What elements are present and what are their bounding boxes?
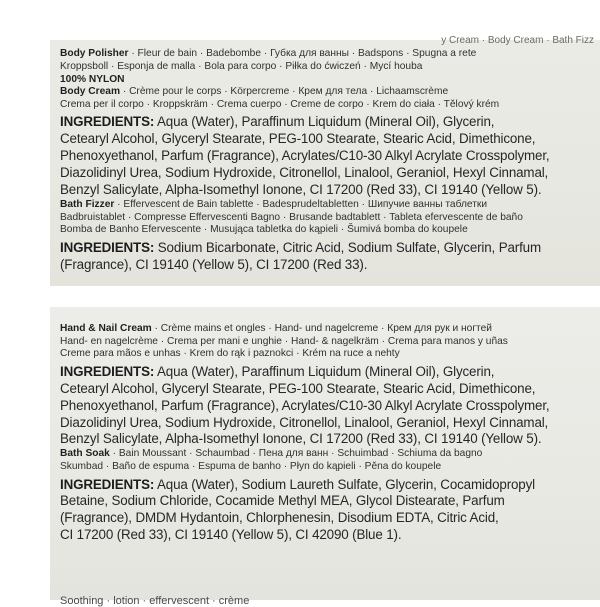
bath-soak-name: Bath Soak — [60, 448, 110, 460]
cropped-footer-text: Soothing · lotion · effervescent · crème — [60, 595, 250, 607]
body-cream-ingredients-line: Benzyl Salicylate, Alpha-Isomethyl Ionone, CI 17200 (Red 33), CI 19140 (Yellow 5). — [60, 182, 542, 197]
hand-nail-cream-translations: Hand & Nail Cream · Crème mains et ongles · Hand- und nagelcreme · Крем для рук и ногтей — [60, 323, 492, 334]
body-cream-ingredients-line: Cetearyl Alcohol, Glyceryl Stearate, PEG-100 Stearate, Stearic Acid, Dimethicone, — [60, 131, 536, 147]
bath-fizzer-name: Bath Fizzer — [60, 198, 115, 210]
body-polisher-translations: Body Polisher · Fleur de bain · Badebombe · Губка для ванны · Badspons · Spugna a rete — [60, 48, 477, 59]
body-cream-translations-2: Crema per il corpo · Kroppskräm · Crema cuerpo · Creme de corpo · Krem do ciała · Tělový krém — [60, 98, 500, 110]
ingredients-label: INGREDIENTS: — [60, 476, 155, 492]
label-panel-bottom — [50, 307, 600, 607]
bath-soak-translations-2: Skumbad · Baño de espuma · Espuma de banho · Płyn do kąpieli · Pěna do koupele — [60, 460, 442, 472]
bath-fizzer-translations: Bath Fizzer · Effervescent de Bain tablette · Badesprudeltabletten · Шипучие ванны таблетки — [60, 198, 488, 210]
bath-fizzer-ingredients-line: INGREDIENTS: Sodium Bicarbonate, Citric Acid, Sodium Sulfate, Glycerin, Parfum — [60, 239, 541, 255]
hand-nail-cream-translations-3: Creme para mãos e unhas · Krem do rąk i paznokci · Krém na ruce a nehty — [60, 348, 400, 360]
ingredients-label: INGREDIENTS: — [60, 114, 155, 130]
ingredients-label: INGREDIENTS: — [60, 239, 155, 255]
cropped-header-text: y Cream · Body Cream · Bath Fizz — [441, 35, 594, 46]
hand-nail-cream-name: Hand & Nail Cream — [60, 323, 152, 334]
bath-soak-ingredients-line: CI 17200 (Red 33), CI 19140 (Yellow 5), CI 42090 (Blue 1). — [60, 527, 402, 543]
bath-soak-ingredients-line: INGREDIENTS: Aqua (Water), Sodium Laureth Sulfate, Glycerin, Cocamidopropyl — [60, 476, 535, 492]
hand-nail-cream-translations-2: Hand- en nagelcrème · Crema per mani e unghie · Hand- & nagelkräm · Crema para manos y uñas — [60, 335, 508, 347]
hand-nail-cream-ingredients-line: Phenoxyethanol, Parfum (Fragrance), Acrylates/C10-30 Alkyl Acrylate Crosspolymer, — [60, 397, 550, 413]
body-cream-ingredients-line: INGREDIENTS: Aqua (Water), Paraffinum Liquidum (Mineral Oil), Glycerin, — [60, 114, 495, 130]
bath-fizzer-ingredients-line: (Fragrance), CI 19140 (Yellow 5), CI 17200 (Red 33). — [60, 256, 368, 272]
hand-nail-cream-ingredients-line: INGREDIENTS: Aqua (Water), Paraffinum Liquidum (Mineral Oil), Glycerin, — [60, 363, 495, 379]
body-cream-ingredients-line: Phenoxyethanol, Parfum (Fragrance), Acrylates/C10-30 Alkyl Acrylate Crosspolymer, — [60, 148, 550, 164]
hand-nail-cream-ingredients-line: Cetearyl Alcohol, Glyceryl Stearate, PEG-100 Stearate, Stearic Acid, Dimethicone, — [60, 380, 536, 396]
body-cream-name: Body Cream — [60, 86, 121, 98]
bath-fizzer-translations-3: Bomba de Banho Efervescente · Musująca tabletka do kąpieli · Šumivá bomba do koupele — [60, 224, 468, 236]
hand-nail-cream-ingredients-line: Benzyl Salicylate, Alpha-Isomethyl Ionone, CI 17200 (Red 33), CI 19140 (Yellow 5). — [60, 431, 542, 447]
body-polisher-name: Body Polisher — [60, 48, 129, 59]
ingredients-label: INGREDIENTS: — [60, 363, 155, 379]
body-cream-ingredients-line: Diazolidinyl Urea, Sodium Hydroxide, Citronellol, Linalool, Geraniol, Hexyl Cinnamal, — [60, 165, 549, 181]
hand-nail-cream-ingredients-line: Diazolidinyl Urea, Sodium Hydroxide, Citronellol, Linalool, Geraniol, Hexyl Cinnamal, — [60, 414, 549, 430]
bath-fizzer-translations-2: Badbruistablet · Compresse Effervescenti Bagno · Brusande badtablett · Tableta efervescente de baño — [60, 211, 523, 223]
bath-soak-translations: Bath Soak · Bain Moussant · Schaumbad · Пена для ванн · Schuimbad · Schiuma da bagno — [60, 448, 483, 460]
material-label: 100% NYLON — [60, 74, 125, 86]
body-cream-translations: Body Cream · Crème pour le corps · Körpercreme · Крем для тела · Lichaamscrème — [60, 86, 449, 98]
bath-soak-ingredients-line: Betaine, Sodium Chloride, Cocamide Methyl MEA, Glycol Distearate, Parfum — [60, 493, 505, 509]
bath-soak-ingredients-line: (Fragrance), DMDM Hydantoin, Chlorphenesin, Disodium EDTA, Citric Acid, — [60, 510, 499, 526]
label-panel-top — [50, 35, 600, 286]
body-polisher-translations-2: Kroppsboll · Esponja de malla · Bola para corpo · Piłka do ćwiczeń · Mycí houba — [60, 60, 423, 72]
